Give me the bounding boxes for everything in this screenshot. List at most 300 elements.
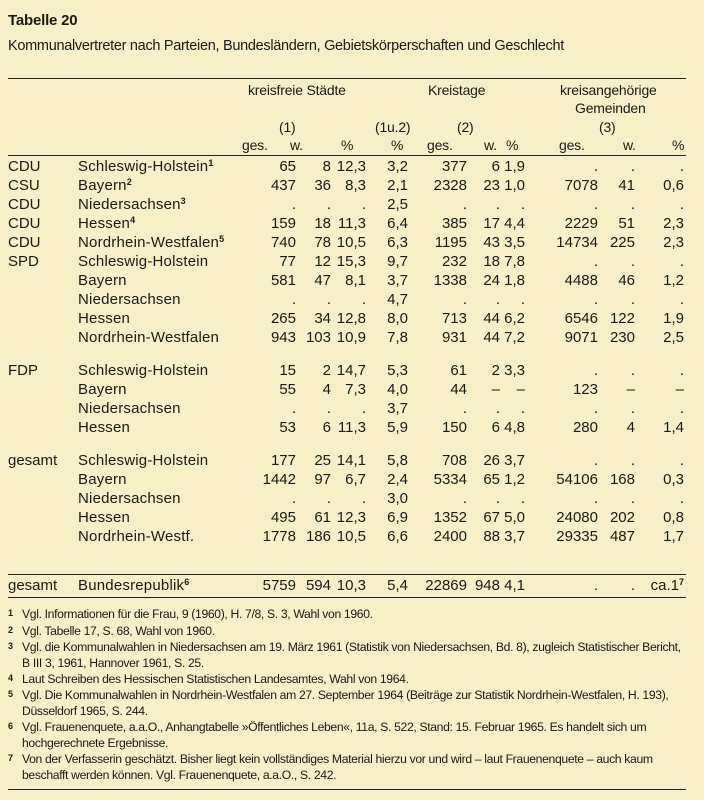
c3-pct-cell: [680, 196, 684, 213]
c1-w-cell: [327, 196, 331, 213]
land-label: Niedersachsen: [78, 196, 181, 213]
c12-pct-cell: [387, 362, 408, 379]
header-num-1: (1): [279, 119, 296, 135]
cell-value: 122: [609, 310, 635, 327]
cell-value: 2229: [564, 215, 598, 232]
c3-w-cell: [631, 577, 635, 594]
footnote-text: Von der Verfasserin geschätzt. Bisher liegt kein vollständiges Material hierzu vor und wird – laut Frauenenquete – auch kaum beschafft werden können. Vgl. Frauenenquete, a.a.O., S. 242.: [22, 752, 653, 782]
c3-w-cell: [631, 362, 635, 379]
cell-value: .: [520, 400, 525, 417]
cell-value: .: [679, 400, 684, 417]
c2-w-cell: [496, 196, 500, 213]
c2-pct-cell: [504, 329, 525, 346]
cell-value: 10,5: [336, 528, 366, 545]
land-cell: [78, 577, 189, 594]
footnote-number: 7: [8, 753, 13, 763]
c1-w-cell: [327, 400, 331, 417]
cell-value: .: [593, 196, 598, 213]
party-cell: CDU: [8, 196, 41, 213]
footnote-text: Vgl. Tabelle 17, S. 68, Wahl von 1960.: [22, 624, 215, 638]
c3-w-cell: [631, 400, 635, 417]
cell-value: .: [361, 490, 366, 507]
cell-value: .: [462, 196, 467, 213]
cell-value: 6,9: [387, 509, 408, 526]
land-label: Hessen: [78, 419, 131, 436]
cell-value: 34: [314, 310, 331, 327]
c2-ges-cell: [463, 291, 467, 308]
c2-w-cell: [483, 234, 500, 251]
cell-value: 177: [270, 452, 296, 469]
header-kreisangehoerige-line1: kreisangehörige: [560, 82, 657, 98]
cell-value: 3,7: [504, 528, 525, 545]
c1-pct-cell: [337, 362, 366, 379]
header-rule: [8, 155, 686, 156]
cell-value: .: [593, 362, 598, 379]
footnote: [8, 687, 688, 719]
cell-value: 3,7: [504, 452, 525, 469]
cell-value: 14,7: [336, 362, 366, 379]
footnote-text: Vgl. die Kommunalwahlen in Niedersachsen am 19. März 1961 (Statistik von Niedersachsen, Bd. 8), zugleich Statistischer Bericht, B III 3, 1961, Hannover 1961, S. 25.: [22, 640, 681, 670]
cell-value: 1352: [433, 509, 467, 526]
c2-ges-cell: [442, 419, 467, 436]
party-cell: CDU: [8, 158, 41, 175]
cell-value: 2,3: [663, 215, 684, 232]
cell-value: –: [491, 381, 500, 398]
land-cell: [78, 253, 208, 270]
cell-value: 377: [441, 158, 467, 175]
c1-w-cell: [323, 362, 331, 379]
header-kreistage: Kreistage: [428, 82, 486, 98]
c3-pct-cell: [680, 158, 684, 175]
c1-ges-cell: [279, 419, 296, 436]
c3-pct-cell: [651, 577, 684, 594]
c12-pct-cell: [387, 452, 408, 469]
c12-pct-cell: [387, 419, 408, 436]
c3-w-cell: [618, 177, 635, 194]
land-cell: [78, 234, 224, 251]
cell-value: 53: [279, 419, 296, 436]
c3-ges-cell: [565, 310, 598, 327]
cell-value: 12,8: [336, 310, 366, 327]
cell-value: 385: [441, 215, 467, 232]
c2-pct-cell: [504, 528, 525, 545]
c2-pct-cell: [504, 509, 525, 526]
land-cell: [78, 177, 132, 194]
cell-value: 11,3: [337, 419, 366, 436]
header-pct-3: %: [672, 137, 685, 153]
footnote-text: Laut Schreiben des Hessischen Statistischen Landesamtes, Wahl von 1964.: [22, 672, 409, 686]
cell-value: 168: [609, 471, 635, 488]
c2-w-cell: [483, 528, 500, 545]
c1-w-cell: [314, 509, 331, 526]
c2-w-cell: [496, 291, 500, 308]
land-label: Nordrhein-Westfalen: [78, 329, 220, 346]
cell-value: 24: [483, 272, 500, 289]
c1-pct-cell: [337, 577, 366, 594]
c1-pct-cell: [362, 196, 366, 213]
cell-value: 5,9: [387, 419, 408, 436]
cell-value: 2,4: [387, 471, 408, 488]
cell-value: .: [520, 291, 525, 308]
c3-ges-cell: [594, 577, 598, 594]
table-row: [8, 471, 686, 490]
c3-pct-cell: [680, 291, 684, 308]
cell-value: 43: [483, 234, 500, 251]
c2-pct-cell: [517, 381, 525, 398]
c1-pct-cell: [337, 528, 366, 545]
c2-ges-cell: [434, 528, 467, 545]
land-label: Hessen: [78, 310, 131, 327]
c3-pct-cell: [663, 509, 684, 526]
header-ges-2: ges.: [427, 137, 453, 153]
cell-value: .: [361, 400, 366, 417]
c2-ges-cell: [434, 509, 467, 526]
cell-value: 61: [314, 509, 331, 526]
cell-value: 44: [450, 381, 467, 398]
cell-value: 4,8: [504, 419, 525, 436]
cell-value: 4: [626, 419, 635, 436]
c1-pct-cell: [337, 452, 366, 469]
cell-value: 51: [618, 215, 635, 232]
c1-w-cell: [306, 528, 331, 545]
land-label: Bayern: [78, 272, 127, 289]
land-cell: [78, 310, 130, 327]
cell-value: 8: [322, 158, 331, 175]
c2-pct-cell: [504, 177, 525, 194]
cell-value: 17: [483, 215, 500, 232]
land-label: Nordrhein-Westf.: [78, 528, 195, 545]
land-cell: [78, 215, 135, 232]
table-row: [8, 400, 686, 419]
cell-value: 61: [450, 362, 467, 379]
cell-value: 4,7: [387, 291, 408, 308]
header-kreisangehoerige-line2: Gemeinden: [575, 100, 646, 116]
table-row: [8, 177, 686, 196]
c2-w-cell: [483, 310, 500, 327]
c2-pct-cell: [521, 400, 525, 417]
c12-pct-cell: [387, 253, 408, 270]
cell-value: 1,2: [504, 471, 525, 488]
table-subtitle: Kommunalvertreter nach Parteien, Bundesländern, Gebietskörperschaften und Geschlecht: [8, 38, 564, 54]
cell-value: .: [593, 452, 598, 469]
cell-value: 65: [483, 471, 500, 488]
c3-pct-cell: [663, 310, 684, 327]
c2-pct-cell: [504, 452, 525, 469]
cell-value: 103: [305, 329, 331, 346]
cell-value: 55: [279, 381, 296, 398]
c3-ges-cell: [556, 234, 598, 251]
header-w-1: w.: [290, 137, 303, 153]
c3-ges-cell: [594, 291, 598, 308]
cell-value: 18: [483, 253, 500, 270]
cell-value: .: [630, 400, 635, 417]
c1-ges-cell: [271, 509, 296, 526]
cell-value: 3,7: [387, 272, 408, 289]
cell-value: .: [593, 253, 598, 270]
cell-value: .: [679, 196, 684, 213]
c1-ges-cell: [271, 215, 296, 232]
footnote-text: Vgl. Informationen für die Frau, 9 (1960), H. 7/8, S. 3, Wahl von 1960.: [22, 607, 373, 621]
header-num-3: (3): [599, 119, 616, 135]
c1-pct-cell: [345, 471, 366, 488]
c3-pct-cell: [663, 234, 684, 251]
land-label: Bayern: [78, 381, 127, 398]
cell-value: 159: [270, 215, 296, 232]
cell-value: 44: [483, 310, 500, 327]
cell-value: 948: [474, 577, 500, 594]
header-kreisfreie-staedte: kreisfreie Städte: [248, 82, 346, 98]
cell-value: .: [361, 291, 366, 308]
cell-value: 6,7: [345, 471, 366, 488]
c1-ges-cell: [292, 196, 296, 213]
land-label: Schleswig-Holstein: [78, 362, 209, 379]
c1-pct-cell: [338, 215, 366, 232]
cell-value: 10,5: [336, 234, 366, 251]
cell-value: 26: [483, 452, 500, 469]
cell-value: .: [326, 490, 331, 507]
land-label: Bundesrepublik: [78, 577, 185, 594]
table-row: [8, 215, 686, 234]
header-pct-2: %: [506, 137, 519, 153]
cell-value: 4488: [564, 272, 598, 289]
cell-value: 11,3: [337, 215, 366, 232]
c1-w-cell: [314, 253, 331, 270]
cell-value: 0,6: [663, 177, 684, 194]
land-label: Schleswig-Holstein: [78, 253, 209, 270]
footnote-text: Vgl. Die Kommunalwahlen in Nordrhein-Westfalen am 27. September 1964 (Beiträge zur Statistik Nordrhein-Westfalen, H. 193), Düsseldorf 1965, S. 244.: [22, 688, 669, 718]
cell-value: .: [630, 452, 635, 469]
c3-w-cell: [610, 471, 635, 488]
cell-value: 5,4: [387, 577, 408, 594]
c3-ges-cell: [594, 253, 598, 270]
c2-ges-cell: [450, 362, 467, 379]
cell-value: 7,8: [504, 253, 525, 270]
c1-ges-cell: [271, 177, 296, 194]
cell-value: 594: [305, 577, 331, 594]
c2-w-cell: [496, 400, 500, 417]
c2-ges-cell: [463, 490, 467, 507]
cell-value: 3,7: [387, 400, 408, 417]
header-w-2: w.: [484, 137, 497, 153]
c1-ges-cell: [271, 329, 296, 346]
cell-value: .: [593, 490, 598, 507]
c3-ges-cell: [594, 452, 598, 469]
c3-pct-cell: [663, 177, 684, 194]
c2-ges-cell: [434, 272, 467, 289]
top-rule: [8, 78, 686, 79]
party-cell: CDU: [8, 234, 41, 251]
cell-value: 3,3: [504, 362, 525, 379]
footnote-ref: 3: [180, 196, 186, 206]
header-ges-3: ges.: [559, 137, 585, 153]
cell-value: –: [626, 381, 635, 398]
cell-value: .: [593, 400, 598, 417]
c1-w-cell: [314, 272, 331, 289]
c2-pct-cell: [504, 253, 525, 270]
c3-w-cell: [631, 158, 635, 175]
footnote-text: Vgl. Frauenenquete, a.a.O., Anhangtabelle »Öffentliches Leben«, 11a, S. 522, Stand: 15. Februar 1965. Es handelt sich um hochgerechnete Ergebnisse.: [22, 720, 647, 750]
c2-ges-cell: [442, 158, 467, 175]
cell-value: 12,3: [336, 158, 366, 175]
cell-value: 2,3: [663, 234, 684, 251]
header-pct-1u2: %: [391, 137, 404, 153]
c1-ges-cell: [292, 291, 296, 308]
cell-value: 232: [441, 253, 467, 270]
cell-value: .: [679, 490, 684, 507]
c1-pct-cell: [337, 253, 366, 270]
c2-ges-cell: [442, 253, 467, 270]
footnote-number: 3: [8, 641, 13, 651]
cell-value: .: [630, 253, 635, 270]
cell-value: 708: [441, 452, 467, 469]
cell-value: 280: [572, 419, 598, 436]
cell-value: .: [326, 400, 331, 417]
c1-ges-cell: [279, 362, 296, 379]
cell-value: 495: [270, 509, 296, 526]
cell-value: 41: [618, 177, 635, 194]
total-row: [8, 577, 686, 596]
c1-w-cell: [314, 452, 331, 469]
c3-w-cell: [627, 381, 635, 398]
c3-pct-cell: [663, 528, 684, 545]
c1-pct-cell: [345, 381, 366, 398]
c2-ges-cell: [425, 577, 467, 594]
cell-value: 8,3: [345, 177, 366, 194]
land-label: Bayern: [78, 177, 127, 194]
land-cell: [78, 471, 127, 488]
cell-value: 4,1: [504, 577, 525, 594]
cell-value: .: [630, 291, 635, 308]
party-cell: SPD: [8, 253, 39, 270]
cell-value: 24080: [556, 509, 598, 526]
cell-value: 3,0: [387, 490, 408, 507]
c2-pct-cell: [504, 577, 525, 594]
footnote: [8, 639, 688, 671]
c3-w-cell: [631, 490, 635, 507]
cell-value: 487: [609, 528, 635, 545]
cell-value: 0,8: [663, 509, 684, 526]
c1-pct-cell: [337, 234, 366, 251]
c2-w-cell: [483, 329, 500, 346]
cell-value: 10,9: [336, 329, 366, 346]
c12-pct-cell: [387, 177, 408, 194]
c3-w-cell: [618, 272, 635, 289]
cell-value: 1442: [262, 471, 296, 488]
cell-value: 7,3: [345, 381, 366, 398]
cell-value: 9071: [564, 329, 598, 346]
cell-value: .: [462, 490, 467, 507]
cell-value: 23: [483, 177, 500, 194]
cell-value: 4,0: [387, 381, 408, 398]
land-label: Bayern: [78, 471, 127, 488]
cell-value: 740: [270, 234, 296, 251]
cell-value: .: [593, 158, 598, 175]
c3-ges-cell: [594, 158, 598, 175]
c3-ges-cell: [594, 362, 598, 379]
c2-w-cell: [492, 419, 500, 436]
c2-pct-cell: [504, 310, 525, 327]
c3-ges-cell: [556, 509, 598, 526]
c12-pct-cell: [387, 215, 408, 232]
cell-value: 5,3: [387, 362, 408, 379]
c1-w-cell: [323, 419, 331, 436]
cell-value: .: [462, 291, 467, 308]
c3-ges-cell: [573, 419, 598, 436]
c1-ges-cell: [263, 471, 296, 488]
cell-value: 1,2: [663, 272, 684, 289]
cell-value: 65: [279, 158, 296, 175]
party-cell: gesamt: [8, 452, 58, 469]
cell-value: .: [495, 291, 500, 308]
c3-w-cell: [610, 329, 635, 346]
table-row: [8, 158, 686, 177]
cell-value: 2328: [433, 177, 467, 194]
party-cell: CDU: [8, 215, 41, 232]
c2-w-cell: [475, 577, 500, 594]
c1-ges-cell: [279, 253, 296, 270]
footnote: [8, 623, 688, 639]
c1-w-cell: [314, 177, 331, 194]
cell-value: 8,1: [345, 272, 366, 289]
cell-value: 77: [279, 253, 296, 270]
c1-ges-cell: [271, 310, 296, 327]
cell-value: .: [326, 291, 331, 308]
c2-ges-cell: [434, 177, 467, 194]
c1-pct-cell: [337, 310, 366, 327]
c3-ges-cell: [565, 177, 598, 194]
c3-w-cell: [610, 509, 635, 526]
c1-pct-cell: [337, 158, 366, 175]
cell-value: 5,0: [504, 509, 525, 526]
cell-value: 437: [270, 177, 296, 194]
table-row: [8, 452, 686, 471]
cell-value: 6: [491, 158, 500, 175]
table-row: [8, 196, 686, 215]
cell-value: 1,8: [504, 272, 525, 289]
footnote-ref: 7: [678, 577, 684, 587]
cell-value: 6,6: [387, 528, 408, 545]
c2-ges-cell: [463, 400, 467, 417]
cell-value: .: [495, 196, 500, 213]
c3-pct-cell: [663, 471, 684, 488]
c2-w-cell: [483, 471, 500, 488]
c1-w-cell: [314, 310, 331, 327]
footnote-number: 5: [8, 689, 13, 699]
cell-value: 931: [441, 329, 467, 346]
footnote: [8, 606, 688, 622]
cell-value: 2,5: [663, 329, 684, 346]
c3-w-cell: [618, 215, 635, 232]
footnote-ref: 4: [130, 215, 136, 225]
c12-pct-cell: [387, 329, 408, 346]
total-top-rule: [8, 574, 686, 575]
table-row: [8, 419, 686, 438]
cell-value: 1,7: [663, 528, 684, 545]
c1-pct-cell: [337, 329, 366, 346]
cell-value: 44: [483, 329, 500, 346]
cell-value: .: [679, 158, 684, 175]
cell-value: 7,2: [504, 329, 525, 346]
cell-value: 2,1: [387, 177, 408, 194]
cell-value: 123: [572, 381, 598, 398]
c12-pct-cell: [387, 471, 408, 488]
cell-value: .: [593, 577, 598, 594]
cell-value: 1,9: [663, 310, 684, 327]
cell-value: 88: [483, 528, 500, 545]
bottom-rule: [8, 789, 686, 790]
c12-pct-cell: [387, 381, 408, 398]
c1-w-cell: [306, 329, 331, 346]
